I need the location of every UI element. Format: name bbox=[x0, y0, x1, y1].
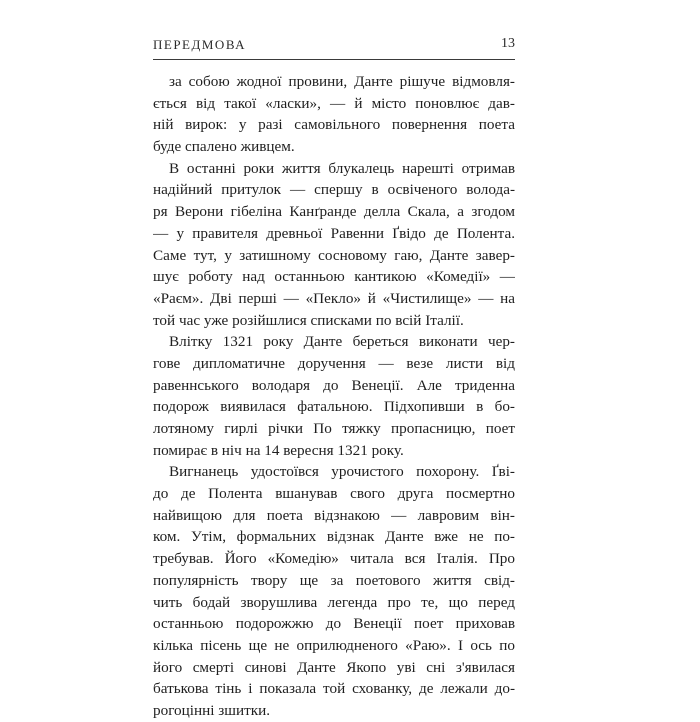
paragraph bbox=[153, 158, 515, 332]
page-number: 13 bbox=[501, 36, 515, 51]
text-line: ється від такої «ласки», — й місто поновлює дав- bbox=[153, 94, 515, 112]
text-line: останньою подорожжю до Венеції поет приховав bbox=[153, 615, 515, 633]
text-line: ря Верони гібеліна Канґранде делла Скала, а згодом bbox=[153, 203, 515, 221]
text-line: лотяному гирлі річки По тяжку пропасницю, поет bbox=[153, 420, 515, 437]
body-text bbox=[153, 71, 515, 722]
text-line: його смерті синові Данте Якопо уві сні з'явилася bbox=[153, 658, 515, 676]
text-line: подорож виявилася фатальною. Підхопивши в бо- bbox=[153, 398, 515, 416]
paragraph bbox=[153, 461, 515, 721]
text-line: чить бодай зворушлива легенда про те, що перед bbox=[153, 593, 515, 611]
text-line: шує роботу над останньою кантикою «Комедії» — bbox=[153, 268, 515, 286]
text-line: — у правителя древньої Равенни Ґвідо де Полента. bbox=[153, 224, 515, 242]
text-line: требував. Його «Комедію» читала вся Італія. Про bbox=[153, 550, 515, 568]
text-line: Вигнанець удостоївся урочистого похорону. Ґві- bbox=[169, 463, 515, 481]
text-line: рогоцінні зшитки. bbox=[153, 701, 271, 719]
text-line: за собою жодної провини, Данте рішуче відмовля- bbox=[169, 73, 515, 90]
text-line: помирає в ніч на 14 вересня 1321 року. bbox=[153, 441, 404, 459]
text-line: гове дипломатичне доручення — везе листи від bbox=[153, 354, 515, 372]
text-line: Влітку 1321 року Данте береться виконати чер- bbox=[169, 333, 515, 351]
paragraph bbox=[153, 331, 515, 461]
text-line: буде спалено живцем. bbox=[153, 138, 295, 156]
text-line: батькова тінь і показала той схованку, де лежали до- bbox=[153, 680, 515, 698]
running-header bbox=[153, 35, 515, 60]
paragraph bbox=[153, 71, 515, 158]
text-line: надійний притулок — спершу в освіченого волода- bbox=[153, 181, 515, 199]
text-line: «Раєм». Дві перші — «Пекло» й «Чистилище» — на bbox=[153, 289, 515, 307]
text-line: В останні роки життя блукалець нарешті отримав bbox=[169, 159, 515, 177]
text-line: Саме тут, у затишному сосновому гаю, Данте завер- bbox=[153, 246, 515, 264]
text-line: равеннського володаря до Венеції. Але триденна bbox=[153, 376, 515, 394]
text-line: ній вирок: у разі самовільного повернення поета bbox=[153, 116, 515, 134]
text-line: ком. Утім, формальних відзнак Данте вже не по- bbox=[153, 528, 515, 546]
text-line: найвищою для поета відзнакою — лавровим він- bbox=[153, 506, 515, 524]
text-line: до де Полента вшанував свого друга посмертно bbox=[153, 485, 515, 503]
text-line: популярність твору ще за поетового життя свід- bbox=[153, 571, 515, 589]
text-line: кілька пісень ще не оприлюдненого «Раю». І ось по bbox=[153, 636, 515, 654]
running-title: ПЕРЕДМОВА bbox=[153, 37, 247, 52]
text-line: той час уже розійшлися списками по всій Італії. bbox=[153, 311, 464, 329]
